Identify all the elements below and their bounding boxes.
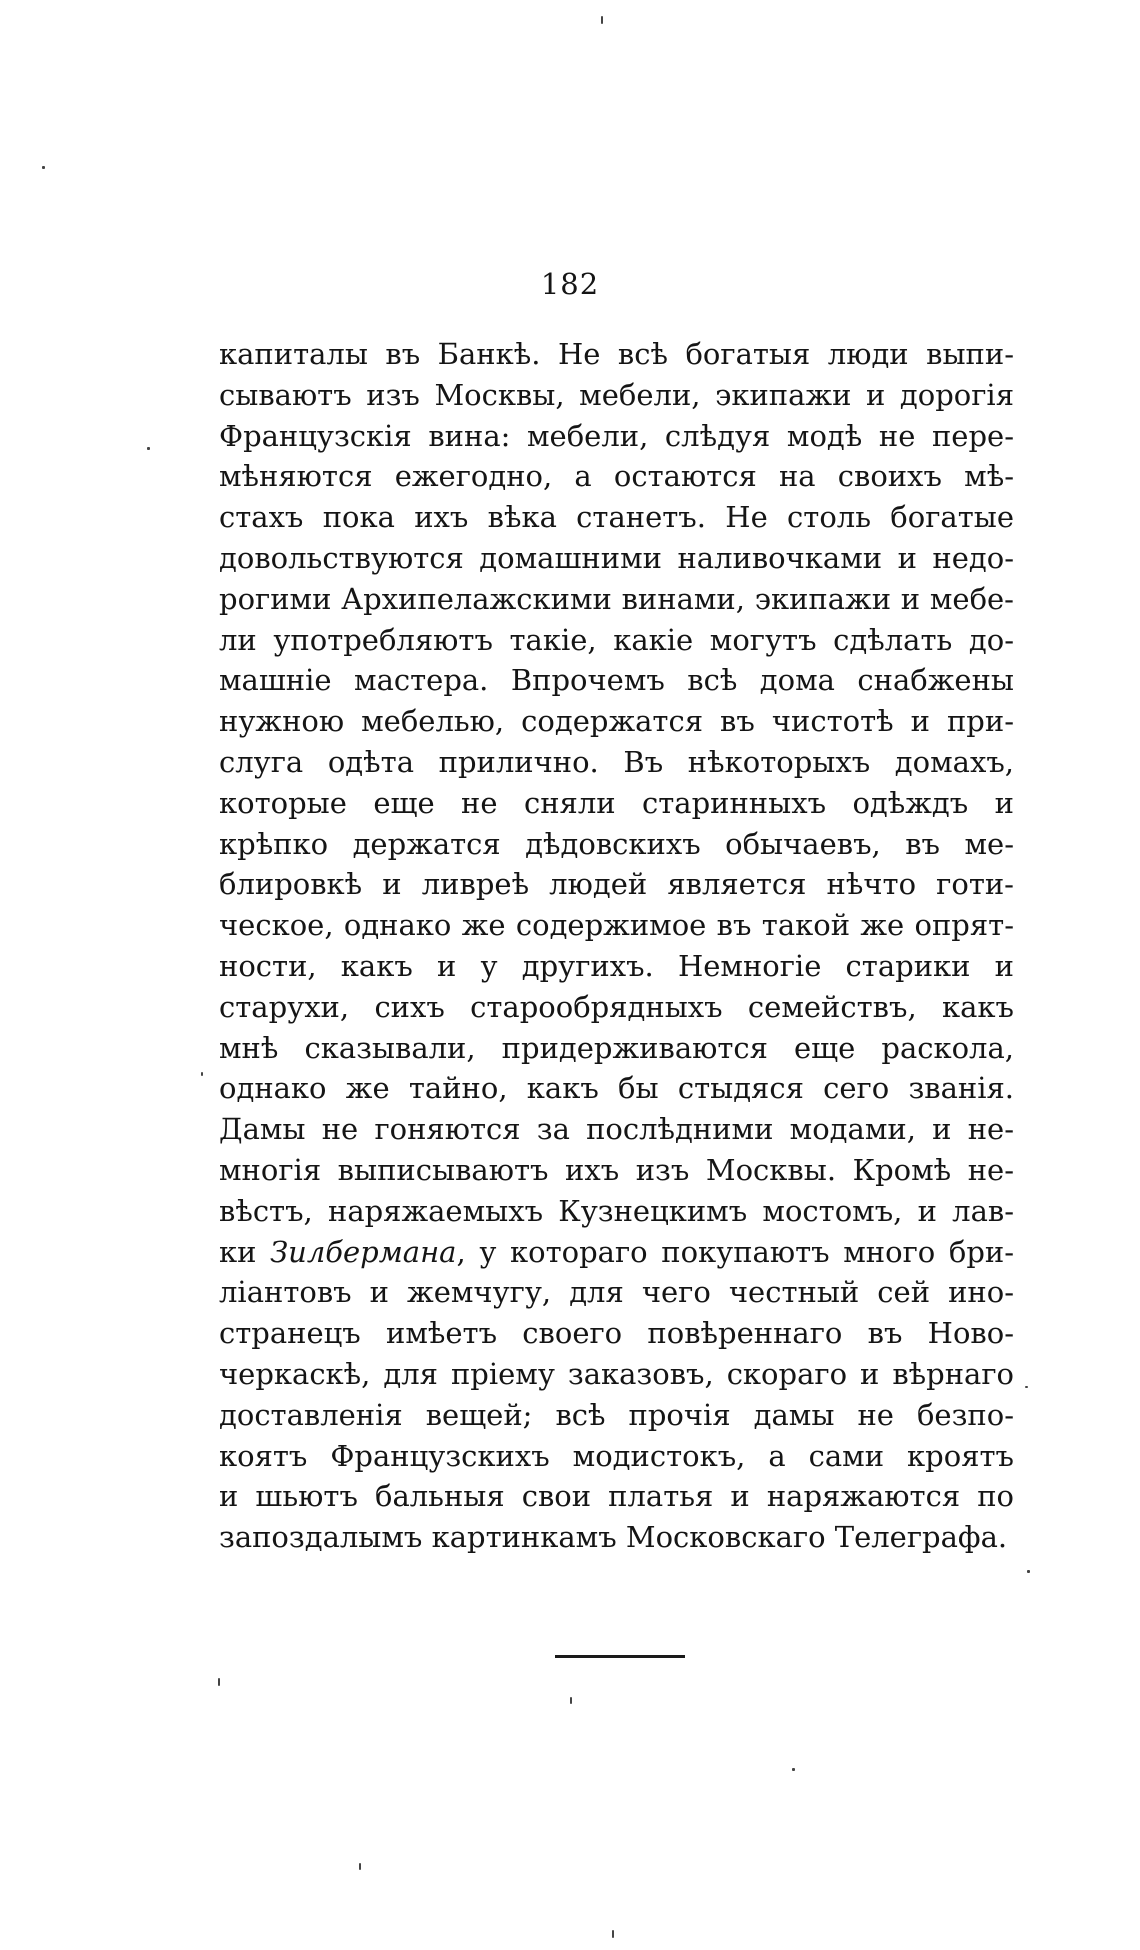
text-line: мнѣ сказывали, придерживаются еще раскола, bbox=[219, 1030, 1014, 1065]
text-line: блировкѣ и ливреѣ людей является нѣчто готи- bbox=[219, 867, 1014, 902]
scan-speck bbox=[147, 447, 150, 450]
scan-speck bbox=[359, 1863, 361, 1870]
text-line: доставленія вещей; всѣ прочія дамы не безпо- bbox=[219, 1397, 1014, 1432]
scan-speck bbox=[1025, 1386, 1028, 1388]
text-line: и шьютъ бальныя свои платья и наряжаются по bbox=[219, 1479, 1014, 1514]
scan-speck bbox=[218, 1678, 220, 1686]
text-line: Французскія вина: мебели, слѣдуя модѣ не пере- bbox=[219, 418, 1014, 453]
text-line-last: запоздалымъ картинкамъ Московскаго Телеграфа. bbox=[219, 1520, 1008, 1555]
scan-speck bbox=[570, 1697, 572, 1704]
text-line: однако же тайно, какъ бы стыдяся сего званія. bbox=[219, 1071, 1014, 1106]
text-line: слуга одѣта прилично. Въ нѣкоторыхъ домахъ, bbox=[219, 744, 1014, 779]
scan-speck bbox=[612, 1930, 614, 1938]
text-line: стахъ пока ихъ вѣка станетъ. Не столь богатые bbox=[219, 500, 1014, 535]
scan-speck bbox=[42, 166, 45, 169]
text-line: мѣняются ежегодно, а остаются на своихъ мѣ- bbox=[219, 459, 1014, 494]
text-line: Дамы не гоняются за послѣдними модами, и не- bbox=[219, 1112, 1014, 1147]
scan-speck bbox=[1027, 1570, 1030, 1573]
text-line: крѣпко держатся дѣдовскихъ обычаевъ, въ ме- bbox=[219, 826, 1014, 861]
text-line-with-italic-name bbox=[219, 1232, 1014, 1273]
text-line: ческое, однако же содержимое въ такой же опрят- bbox=[219, 908, 1014, 943]
text-line: ности, какъ и у другихъ. Немногіе старики и bbox=[219, 948, 1014, 983]
text-line: сываютъ изъ Москвы, мебели, экипажи и дорогія bbox=[219, 377, 1014, 412]
page-number: 182 bbox=[540, 267, 600, 301]
text-line: рогими Архипелажскими винами, экипажи и мебе- bbox=[219, 581, 1014, 616]
body-text bbox=[219, 334, 1014, 1558]
text-line: вѣстъ, наряжаемыхъ Кузнецкимъ мостомъ, и лав- bbox=[219, 1193, 1014, 1228]
line-start: ки bbox=[219, 1234, 271, 1269]
line-end: , у котораго покупаютъ много бри- bbox=[456, 1234, 1015, 1269]
text-line: которые еще не сняли старинныхъ одѣждъ и bbox=[219, 785, 1014, 820]
italic-surname: Зилбермана bbox=[270, 1234, 457, 1269]
text-line: капиталы въ Банкѣ. Не всѣ богатыя люди выпи- bbox=[219, 337, 1014, 371]
text-line: нужною мебелью, содержатся въ чистотѣ и при- bbox=[219, 704, 1014, 739]
scan-speck bbox=[201, 1072, 203, 1076]
text-line: коятъ Французскихъ модистокъ, а сами кроятъ bbox=[219, 1438, 1014, 1473]
text-line: многія выписываютъ ихъ изъ Москвы. Кромѣ не- bbox=[219, 1152, 1014, 1187]
text-line: старухи, сихъ старообрядныхъ семействъ, какъ bbox=[219, 989, 1014, 1024]
scan-speck bbox=[792, 1768, 795, 1771]
text-line: ліантовъ и жемчугу, для чего честный сей ино- bbox=[219, 1275, 1014, 1310]
text-line: черкаскѣ, для пріему заказовъ, скораго и вѣрнаго bbox=[219, 1356, 1014, 1391]
text-line: машніе мастера. Впрочемъ всѣ дома снабжены bbox=[219, 663, 1014, 698]
text-line: ли употребляютъ такіе, какіе могутъ сдѣлать до- bbox=[219, 622, 1014, 657]
scan-speck bbox=[601, 16, 603, 24]
end-of-section-rule bbox=[555, 1655, 685, 1658]
text-line: странецъ имѣетъ своего повѣреннаго въ Ново- bbox=[219, 1316, 1014, 1351]
text-line: довольствуются домашними наливочками и недо- bbox=[219, 540, 1014, 575]
